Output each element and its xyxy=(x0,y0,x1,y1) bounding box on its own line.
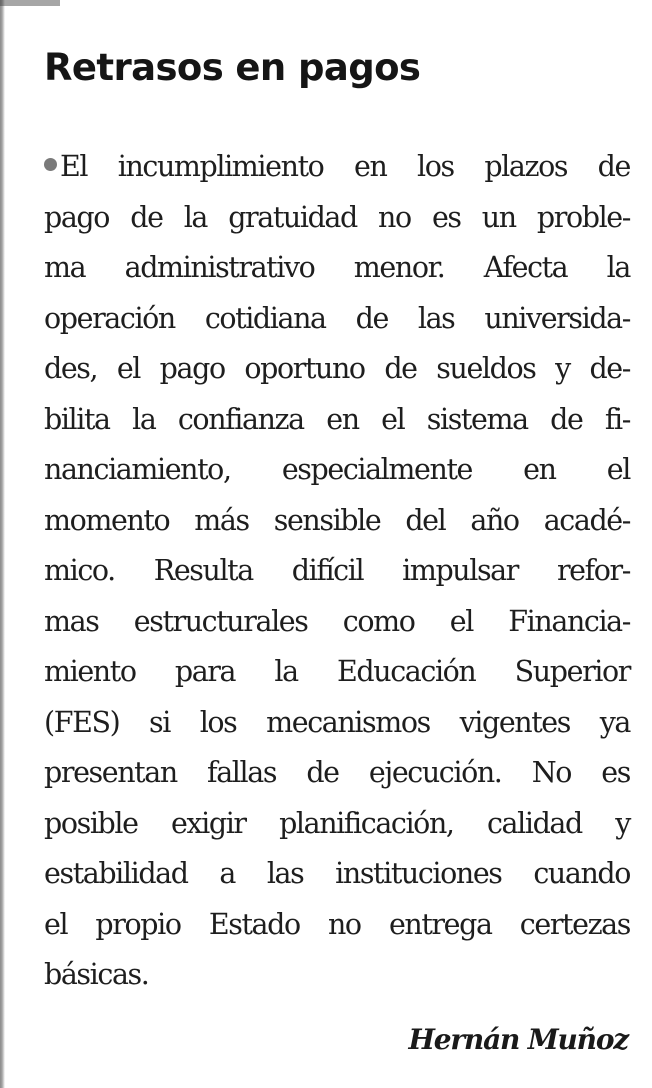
body-line-5: des, el pago oportuno de sueldos y de- xyxy=(44,352,630,385)
body-line-1-text: El incumplimiento en los plazos de xyxy=(60,150,630,183)
body-line-14: posible exigir planificación, calidad y xyxy=(44,806,630,840)
article-body xyxy=(44,142,630,1001)
body-line-15: estabilidad a las instituciones cuando xyxy=(44,857,630,890)
body-line-7: nanciamiento, especialmente en el xyxy=(44,453,630,486)
body-line-11: miento para la Educación Superior xyxy=(44,655,630,688)
top-rule-mark xyxy=(0,0,60,6)
body-line-8: momento más sensible del año acadé- xyxy=(44,503,630,537)
article-headline: Retrasos en pagos xyxy=(44,46,421,89)
body-line-4: operación cotidiana de las universida- xyxy=(44,301,630,335)
body-line-9: mico. Resulta difícil impulsar refor- xyxy=(44,554,630,587)
author-byline: Hernán Muñoz xyxy=(408,1023,628,1056)
body-line-1 xyxy=(44,142,630,193)
body-line-16: el propio Estado no entrega certezas xyxy=(44,907,630,941)
body-line-12: (FES) si los mecanismos vigentes ya xyxy=(44,705,630,739)
body-line-17: básicas. xyxy=(44,958,149,991)
body-line-6: bilita la confianza en el sistema de fi- xyxy=(44,402,630,436)
column-rule xyxy=(0,0,5,1088)
body-line-3: ma administrativo menor. Afecta la xyxy=(44,251,630,284)
body-line-2: pago de la gratuidad no es un proble- xyxy=(44,200,630,234)
bullet-icon xyxy=(44,158,57,171)
body-line-13: presentan fallas de ejecución. No es xyxy=(44,756,630,789)
body-line-10: mas estructurales como el Financia- xyxy=(44,604,630,638)
